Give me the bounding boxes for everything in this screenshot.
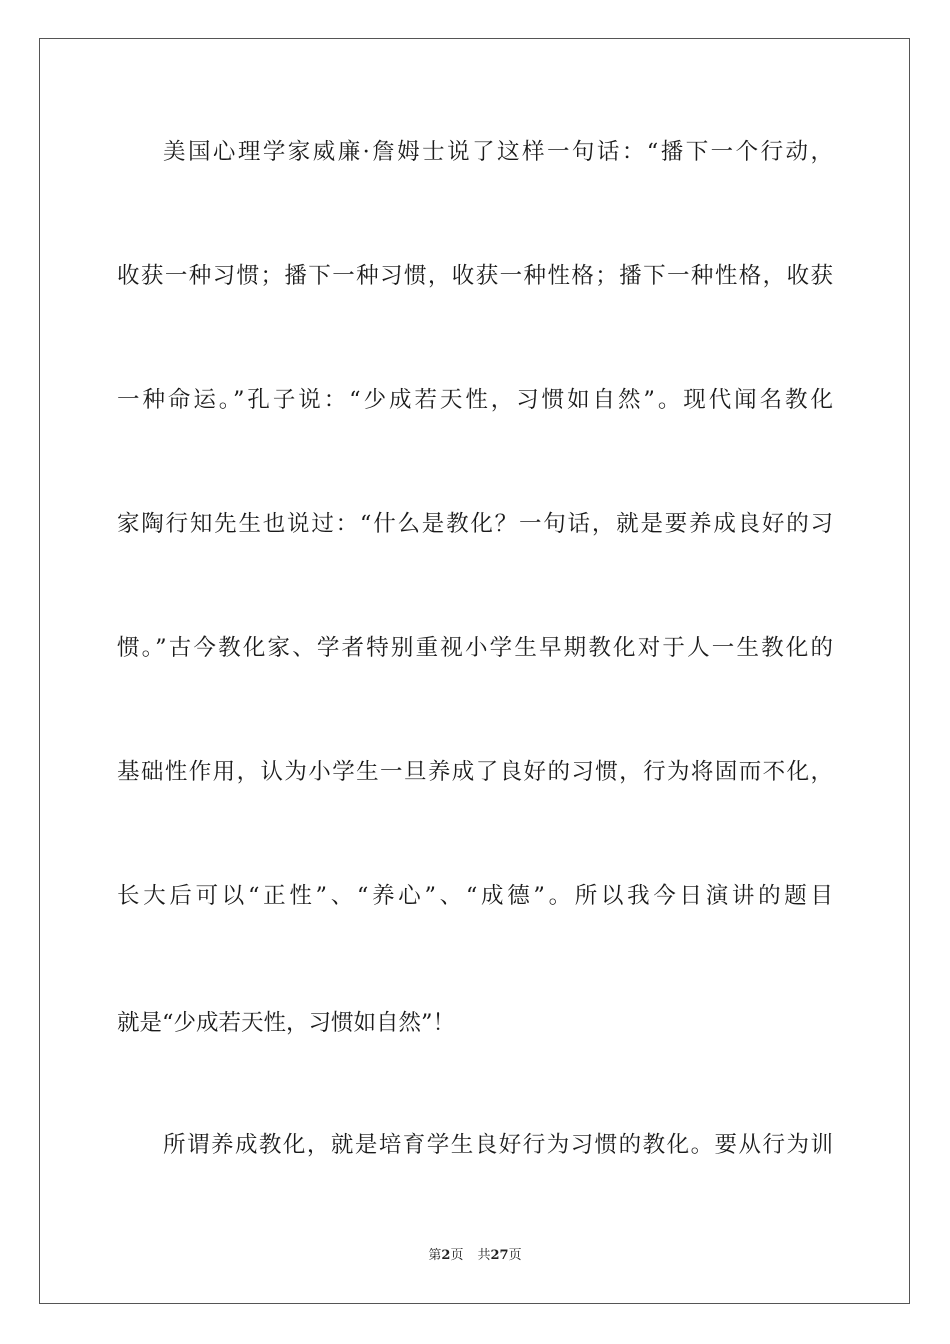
paragraph-1-line-6: 基础性作用，认为小学生一旦养成了良好的习惯，行为将固而不化， bbox=[117, 759, 833, 785]
paragraph-1-line-3: 一种命运。”孔子说：“少成若天性，习惯如自然”。现代闻名教化 bbox=[117, 387, 833, 413]
page-number: 2 bbox=[441, 1248, 451, 1263]
page-footer bbox=[0, 1247, 950, 1265]
page-prefix: 第 bbox=[428, 1248, 442, 1263]
total-pages: 27 bbox=[490, 1248, 509, 1263]
paragraph-1-line-7: 长大后可以“正性”、“养心”、“成德”。所以我今日演讲的题目 bbox=[117, 883, 833, 909]
total-prefix: 共 bbox=[477, 1248, 491, 1263]
paragraph-1-line-4: 家陶行知先生也说过：“什么是教化？一句话，就是要养成良好的习 bbox=[117, 511, 833, 537]
page-border bbox=[39, 38, 910, 1304]
page-suffix: 页 bbox=[450, 1248, 464, 1263]
paragraph-1-line-2: 收获一种习惯；播下一种习惯，收获一种性格；播下一种性格，收获 bbox=[117, 263, 833, 289]
paragraph-1-line-5: 惯。”古今教化家、学者特别重视小学生早期教化对于人一生教化的 bbox=[117, 635, 833, 661]
paragraph-1-line-8: 就是“少成若天性，习惯如自然”！ bbox=[117, 1010, 456, 1036]
paragraph-2-line-1: 所谓养成教化，就是培育学生良好行为习惯的教化。要从行为训 bbox=[163, 1132, 833, 1158]
paragraph-1-line-1: 美国心理学家威廉·詹姆士说了这样一句话：“播下一个行动， bbox=[163, 139, 833, 165]
total-suffix: 页 bbox=[508, 1248, 522, 1263]
